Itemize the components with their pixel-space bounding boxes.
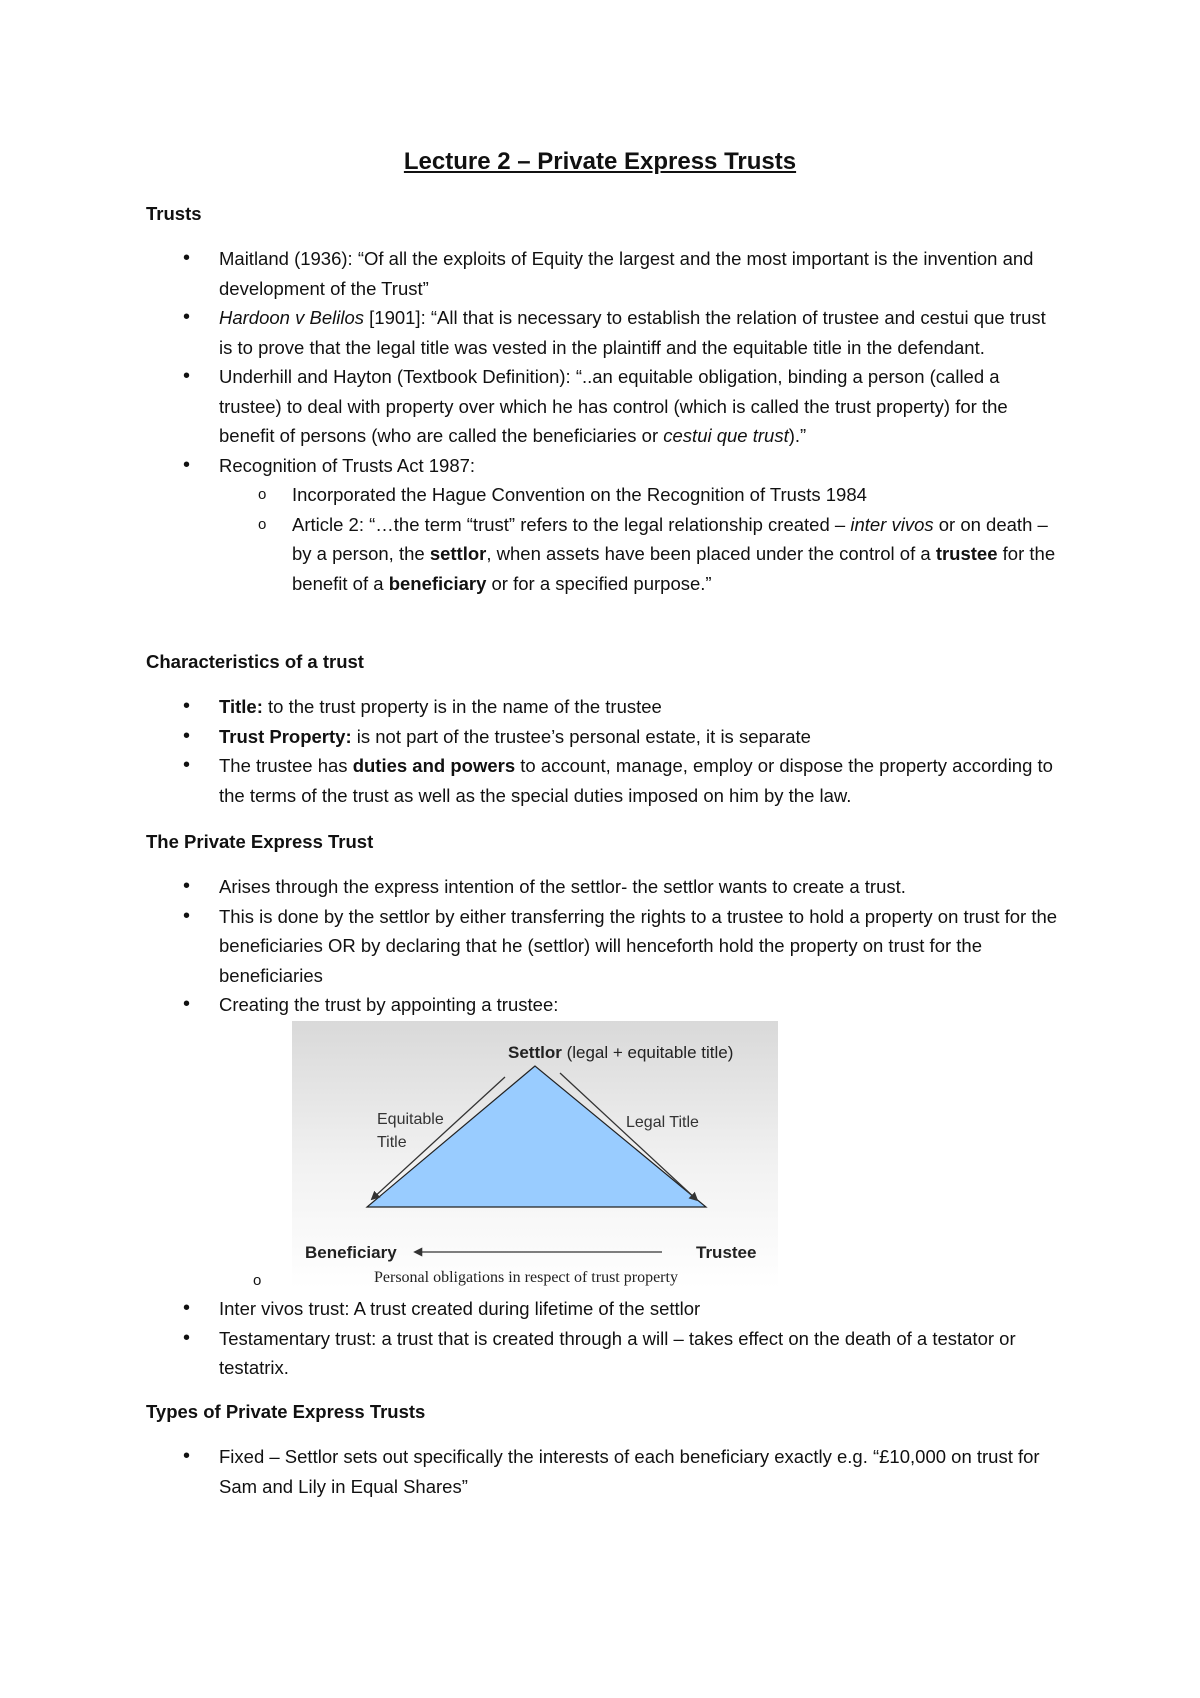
trust-property-text: is not part of the trustee’s personal estate, it is separate [351, 725, 811, 747]
private-express-list [0, 872, 1200, 1020]
list-item [0, 1324, 1200, 1383]
list-item [0, 451, 1200, 599]
types-list [0, 1442, 1200, 1501]
heading-characteristics: Characteristics of a trust [146, 651, 364, 672]
article-inter-vivos: inter vivos [850, 513, 934, 535]
cestui-que-trust: cestui que trust [663, 425, 789, 446]
list-item [0, 303, 1200, 362]
recognition-sublist [219, 480, 1060, 598]
trust-diagram [292, 1021, 778, 1289]
legal-title-label: Legal Title [626, 1114, 699, 1131]
trusts-list [0, 244, 1200, 598]
equitable-title-label: Equitable [377, 1111, 444, 1128]
article-beneficiary: beneficiary [388, 572, 487, 594]
characteristics-list [0, 692, 1200, 810]
list-item [0, 990, 1200, 1020]
article-settlor: settlor [429, 543, 487, 564]
case-name: Hardoon v Belilos [219, 307, 364, 328]
list-item [0, 362, 1200, 451]
article-text: for the benefit of a [292, 543, 1056, 594]
trust-property-label: Trust Property: [219, 725, 352, 747]
duties-text: The trustee has [219, 755, 353, 776]
duties-and-powers: duties and powers [352, 755, 516, 776]
beneficiary-label: Beneficiary [305, 1243, 397, 1262]
title-text: to the trust property is in the name of the trustee [262, 696, 662, 717]
list-item [0, 722, 1200, 752]
article-text: Article 2: “…the term “trust” refers to the legal relationship created – [292, 513, 851, 535]
creating-text: Creating the trust by appointing a trustee: [219, 994, 559, 1015]
underhill-end: ).” [788, 425, 807, 446]
list-item [0, 1442, 1200, 1501]
maitland-quote: Maitland (1936): “Of all the exploits of Equity the largest and the most important is the invention and development of the Trust” [219, 248, 1034, 299]
page-title: Lecture 2 – Private Express Trusts [403, 148, 797, 175]
article-text: , when assets have been placed under the control of a [486, 543, 936, 564]
underhill-definition: Underhill and Hayton (Textbook Definition): “..an equitable obligation, binding a person (called a trustee) to deal with property over which he has control (which is called the trust property) for the benefit of persons (who are called the beneficiaries or [219, 366, 1008, 446]
list-item [0, 751, 1200, 810]
hague-convention: Incorporated the Hague Convention on the Recognition of Trusts 1984 [292, 484, 867, 505]
list-item [0, 1294, 1200, 1324]
list-item [0, 244, 1200, 303]
equitable-title-label-line2: Title [377, 1134, 407, 1151]
duties-text: to account, manage, employ or dispose the property according to the terms of the trust as well as the special duties imposed on him by the law. [219, 755, 1053, 806]
hardoon-quote: [1901]: “All that is necessary to establish the relation of trustee and cestui que trust is to prove that the legal title was vested in the plaintiff and the equitable title in the defendant. [219, 307, 1046, 358]
obligations-caption: Personal obligations in respect of trust property [374, 1269, 678, 1286]
article-trustee: trustee [935, 543, 998, 564]
title-label: Title: [219, 696, 263, 717]
done-by-text: This is done by the settlor by either transferring the rights to a trustee to hold a property on trust for the beneficiaries OR by declaring that he (settlor) will henceforth hold the property on trust for the beneficiaries [219, 905, 1058, 986]
heading-trusts: Trusts [146, 203, 202, 224]
list-item [0, 692, 1200, 722]
sub-list-item [219, 510, 1060, 599]
article-text: or on death – by a person, the [292, 513, 1048, 564]
trust-kinds-list [0, 1294, 1200, 1383]
fixed-trust-text: Fixed – Settlor sets out specifically the interests of each beneficiary exactly e.g. “£10,000 on trust for Sam and Lily in Equal Shares” [219, 1446, 1040, 1497]
article-text: or for a specified purpose.” [486, 572, 712, 594]
recognition-act: Recognition of Trusts Act 1987: [219, 454, 476, 476]
list-item [0, 872, 1200, 902]
trustee-label: Trustee [696, 1243, 757, 1262]
list-item [0, 902, 1200, 991]
testamentary-text: Testamentary trust: a trust that is created through a will – takes effect on the death of a testator or testatrix. [219, 1327, 1016, 1378]
heading-private-express: The Private Express Trust [146, 831, 374, 852]
inter-vivos-text: Inter vivos trust: A trust created during lifetime of the settlor [219, 1298, 701, 1319]
sub-list-item [219, 480, 1060, 510]
heading-types: Types of Private Express Trusts [146, 1401, 426, 1422]
diagram-sub-bullet: o [253, 1272, 262, 1289]
arises-text: Arises through the express intention of the settlor- the settlor wants to create a trust. [219, 876, 906, 897]
settlor-label: Settlor (legal + equitable title) [508, 1043, 734, 1062]
